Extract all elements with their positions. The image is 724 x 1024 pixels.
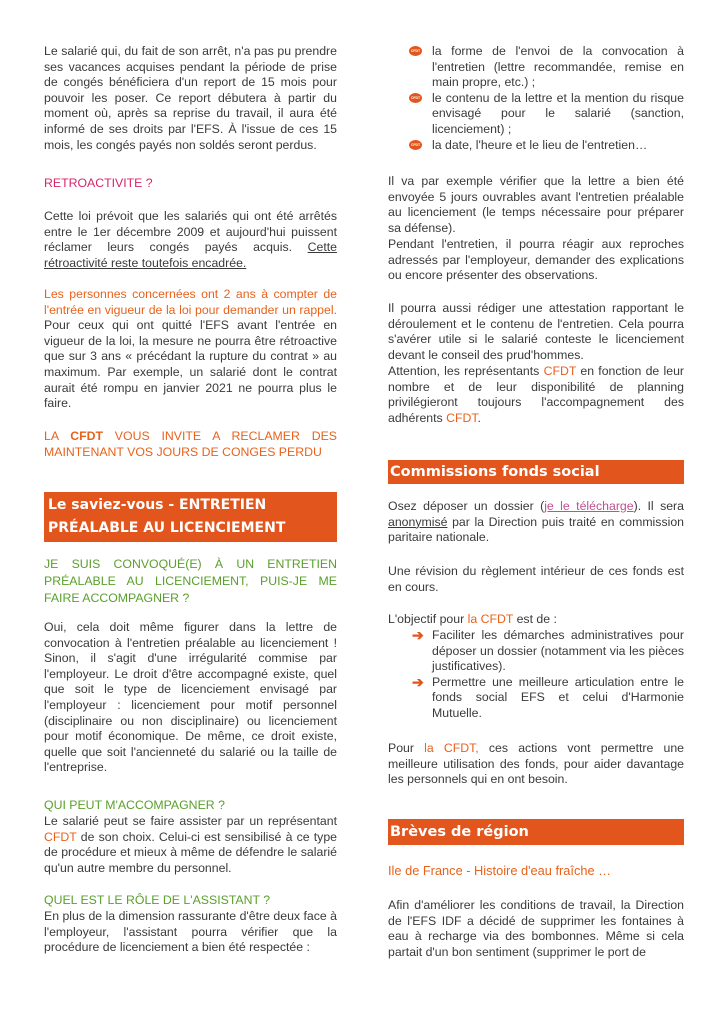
cfdt-badge-icon: CFDT bbox=[409, 140, 422, 150]
retro-paragraph bbox=[44, 209, 337, 271]
question-accompagner: QUI PEUT M'ACCOMPAGNER ? bbox=[44, 798, 225, 812]
dossier-paragraph bbox=[388, 499, 684, 546]
breves-header: Brèves de région bbox=[388, 819, 684, 845]
list-item-text: le contenu de la lettre et la mention du risque envisagé pour le salarié (sanction, licenciement) ; bbox=[432, 90, 684, 136]
attention-cfdt: CFDT bbox=[543, 364, 577, 378]
objective-post: est de : bbox=[516, 612, 557, 626]
retro-heading: RETROACTIVITE ? bbox=[44, 176, 153, 190]
invite-post: VOUS INVITE A RECLAMER DES MAINTENANT VOS JOURS DE CONGES PERDU bbox=[44, 429, 337, 459]
list-item-text: la date, l'heure et le lieu de l'entretien… bbox=[432, 137, 648, 152]
attention-cfdt-2: CFDT bbox=[446, 410, 478, 425]
attestation-paragraph: Il pourra aussi rédiger une attestation rapportant le déroulement et le contenu de l'entretien. Cela pourra s'avérer utile si le salarié conteste le licenciement devant le conseil des prud'hommes. bbox=[388, 301, 684, 362]
objective-intro bbox=[388, 612, 684, 628]
list-item-text: Permettre une meilleure articulation entre le fonds social EFS et celui d'Harmonie Mutuelle. bbox=[432, 674, 684, 720]
revision-paragraph: Une révision du règlement intérieur de ces fonds est en cours. bbox=[388, 564, 684, 594]
attention-end: . bbox=[477, 410, 481, 425]
invite-cfdt: CFDT bbox=[70, 429, 103, 443]
objectives-list bbox=[412, 627, 684, 722]
download-link[interactable]: je le télécharge bbox=[544, 499, 634, 513]
answer-role: En plus de la dimension rassurante d'être deux face à l'employeur, l'assistant pourra vérifier que la procédure de licenciement a bien été respectée : bbox=[44, 909, 337, 955]
conclusion-cfdt: la CFDT, bbox=[424, 741, 479, 755]
attention-mid: en fonction de leur nombre et de leur disponibilité de planning privilégieront toujours l'accompagnement des adhérents bbox=[388, 364, 684, 425]
persons-highlight: Les personnes concernées ont 2 ans à compter de l'entrée en vigueur de la loi pour demander un rappel. bbox=[44, 287, 337, 317]
list-item bbox=[410, 137, 684, 154]
dossier-post: par la Direction puis traité en commission paritaire nationale. bbox=[388, 514, 685, 545]
verify-paragraph: Il va par exemple vérifier que la lettre a bien été envoyée 5 jours ouvrables avant l'entretien préalable au licenciement (le temps nécessaire pour préparer sa défense). bbox=[388, 174, 684, 235]
question-convoque: JE SUIS CONVOQUÉ(E) À UN ENTRETIEN PRÉALABLE AU LICENCIEMENT, PUIS-JE ME FAIRE ACCOMPAGNER ? bbox=[44, 557, 337, 605]
invite-pre: LA bbox=[44, 429, 59, 443]
saviez-vous-header: Le saviez-vous - ENTRETIEN PRÉALABLE AU LICENCIEMENT bbox=[44, 492, 337, 542]
answer-convoque: Oui, cela doit même figurer dans la lettre de convocation à l'entretien préalable au licenciement ! Sinon, il s'agit d'une irrégularité commise par l'employeur. Le droit d'être accompagné existe, quel que soit le type de licenciement envisagé par l'employeur : licenciement pour motif personnel (disciplinaire ou non disciplinaire) ou licenciement pour motif économique. De même, ce droit existe, quelle que soit l'ancienneté du salarié ou la taille de l'entreprise. bbox=[44, 620, 337, 775]
dossier-pre: Osez déposer un dossier ( bbox=[388, 499, 545, 513]
dossier-anonymise: anonymisé bbox=[388, 514, 448, 529]
answer-accompagner bbox=[44, 814, 337, 876]
invite-paragraph bbox=[44, 429, 337, 460]
attention-pre: Attention, les représentants bbox=[388, 364, 540, 378]
interview-paragraph: Pendant l'entretien, il pourra réagir aux reproches adressés par l'employeur, demander des explications ou encore présenter des observations. bbox=[388, 237, 684, 283]
answer-accompagner-pre: Le salarié peut se faire assister par un représentant bbox=[44, 814, 337, 828]
commissions-header: Commissions fonds social bbox=[388, 460, 684, 484]
arrow-right-icon: ➔ bbox=[412, 673, 424, 690]
objective-cfdt: la CFDT bbox=[467, 612, 514, 626]
conclusion-paragraph bbox=[388, 741, 684, 788]
question-role: QUEL EST LE RÔLE DE L'ASSISTANT ? bbox=[44, 893, 271, 907]
arrow-right-icon: ➔ bbox=[412, 627, 424, 643]
list-item bbox=[412, 627, 684, 675]
cfdt-badge-icon: CFDT bbox=[409, 46, 422, 56]
retro-text: Cette loi prévoit que les salariés qui ont été arrêtés entre le 1er décembre 2009 et aujourd'hui puissent réclamer leurs congés payés acquis. bbox=[44, 209, 337, 255]
answer-accompagner-post: de son choix. Celui-ci est sensibilisé à ce type de procédure et mieux à même de défendre le salarié qu'un autre membre du personnel. bbox=[44, 829, 337, 875]
list-item bbox=[412, 673, 684, 722]
retro-underlined: Cette rétroactivité reste toutefois encadrée. bbox=[44, 240, 337, 270]
list-item-text: la forme de l'envoi de la convocation à l'entretien (lettre recommandée, remise en main propre, etc.) ; bbox=[432, 44, 684, 90]
conclusion-post: ces actions vont permettre une meilleure utilisation des fonds, pour aider davantage les personnels qui en ont besoin. bbox=[388, 741, 685, 787]
list-item bbox=[410, 90, 684, 138]
objective-pre: L'objectif pour bbox=[388, 612, 465, 626]
idf-heading: Ile de France - Histoire d'eau fraîche … bbox=[388, 863, 611, 878]
list-item bbox=[410, 44, 684, 91]
cfdt-badge-icon: CFDT bbox=[409, 93, 422, 103]
verification-list bbox=[410, 44, 684, 153]
persons-paragraph bbox=[44, 287, 337, 412]
attention-paragraph bbox=[388, 364, 684, 426]
intro-paragraph: Le salarié qui, du fait de son arrêt, n'a pas pu prendre ses vacances acquises pendant la période de prise de congés bénéficiera d'un report de 15 mois pour pouvoir les poser. Ce report débutera à partir du moment où, après sa reprise du travail, il aura été informé de ses droits par l'EFS. À l'issue de ces 15 mois, les congés payés non soldés seront perdus. bbox=[44, 44, 337, 152]
conclusion-pre: Pour bbox=[388, 741, 414, 755]
dossier-mid: ). Il sera bbox=[633, 499, 684, 513]
list-item-text: Faciliter les démarches administratives pour déposer un dossier (notamment via les pièces justificatives). bbox=[432, 628, 684, 674]
answer-accompagner-cfdt: CFDT bbox=[44, 829, 77, 844]
persons-rest: Pour ceux qui ont quitté l'EFS avant l'entrée en vigueur de la loi, la mesure ne pourra être rétroactive que sur 3 ans « précédant la rupture du contrat » au maximum. Par exemple, un salarié dont le contrat aurait été rompu en janvier 2021 ne pourra plus le faire. bbox=[44, 318, 337, 411]
idf-paragraph: Afin d'améliorer les conditions de travail, la Direction de l'EFS IDF a décidé de supprimer les fontaines à eau à recharge via des bombonnes. Même si cela partait d'un bon sentiment (supprimer le port de bbox=[388, 898, 684, 959]
